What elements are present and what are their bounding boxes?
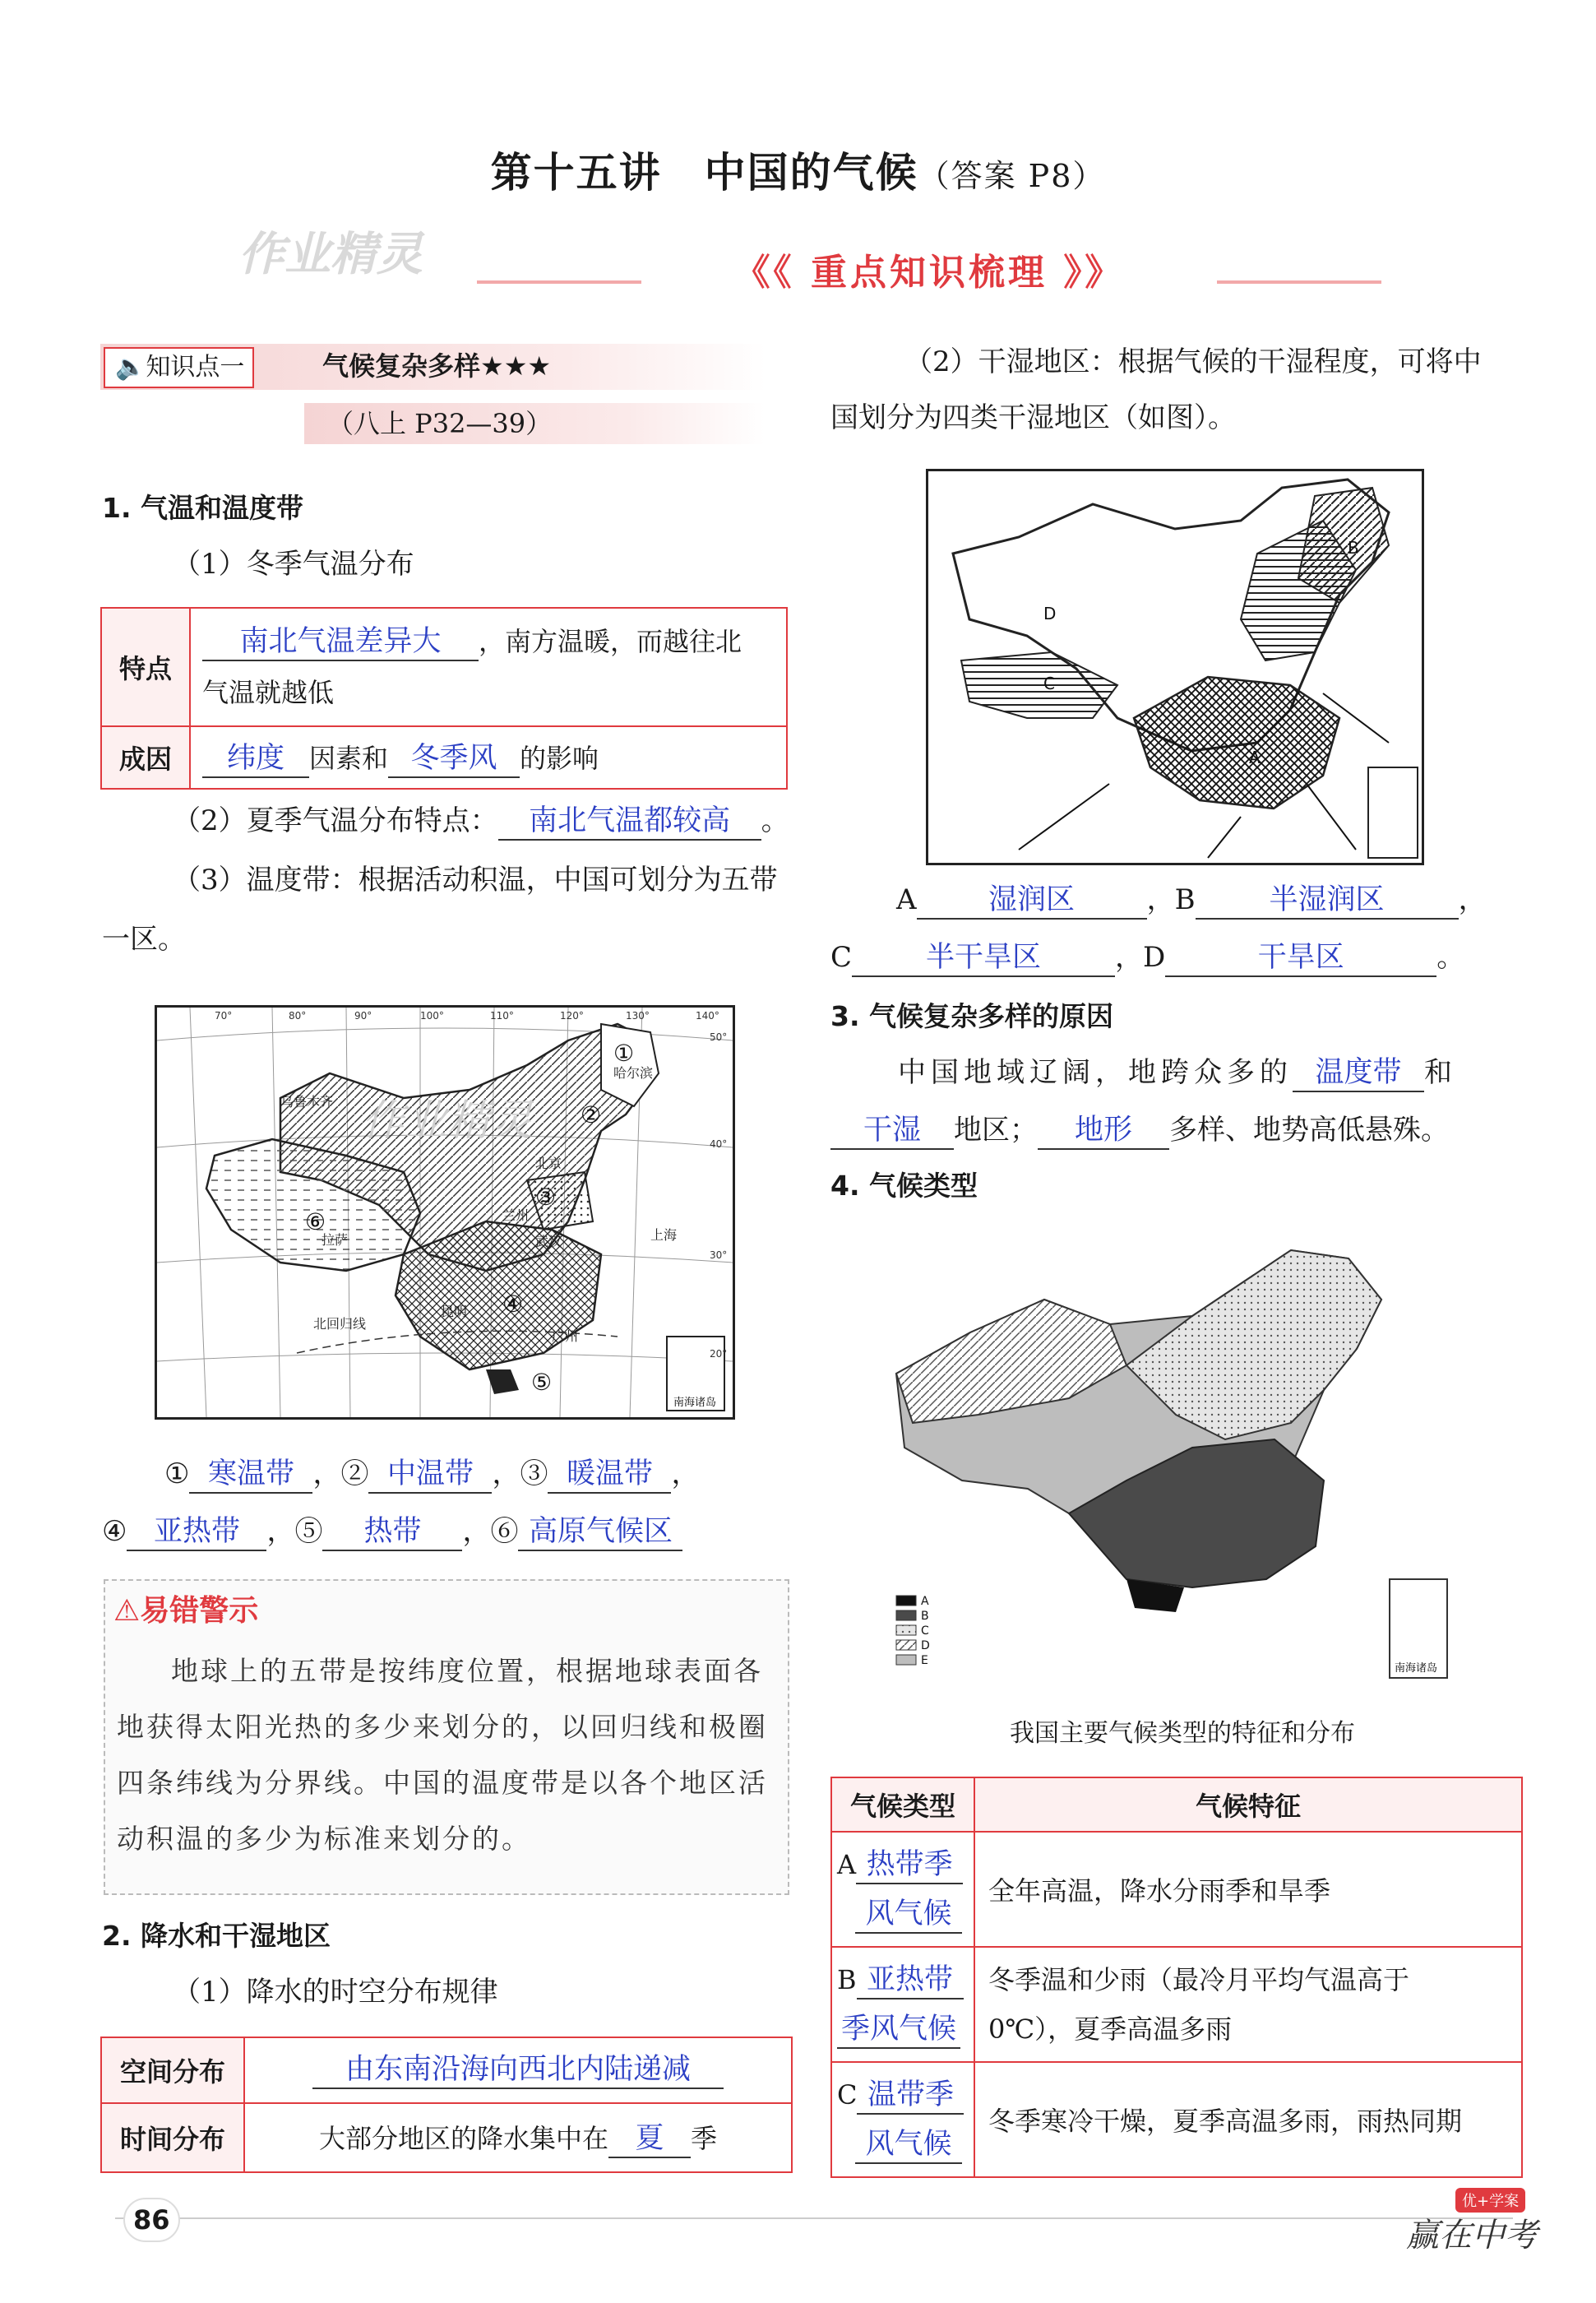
label-inset: 南海诸岛 bbox=[673, 1397, 717, 1409]
label-time: 时间分布 bbox=[101, 2103, 244, 2172]
reason-line-2: 干湿 地区； 地形 多样、地势高低悬殊。 bbox=[830, 1110, 1449, 1150]
answer-c: 半干旱区 bbox=[852, 939, 1115, 977]
answer-type-b1: 亚热带 bbox=[857, 1962, 964, 1999]
climate-type-map bbox=[880, 1234, 1455, 1694]
label-space: 空间分布 bbox=[101, 2037, 244, 2103]
legend-d: D bbox=[921, 1639, 930, 1652]
watermark-2: 作业精灵 bbox=[362, 1096, 534, 1146]
south-sea-inset-2 bbox=[1368, 767, 1418, 858]
speaker-icon: 🔈 bbox=[115, 353, 146, 382]
answer-belt-1: 寒温带 bbox=[189, 1456, 312, 1494]
answer-terrain: 地形 bbox=[1038, 1112, 1169, 1150]
section-4-heading: 4. 气候类型 bbox=[830, 1170, 978, 1202]
answer-d: 干旱区 bbox=[1165, 939, 1436, 977]
label-tropic: 北回归线 bbox=[313, 1316, 367, 1332]
map-label-c: C bbox=[1043, 674, 1055, 693]
page-number: 86 bbox=[123, 2198, 180, 2242]
warning-body: 地球上的五带是按纬度位置，根据地球表面各地获得太阳光热的多少来划分的，以回归线和极圈四条纬线为分界线。中国的温度带是以各个地区活动积温的多少为标准来划分的。 bbox=[117, 1655, 768, 1855]
legend-a: A bbox=[921, 1595, 929, 1608]
answer-space: 由东南沿海向西北内陆递减 bbox=[312, 2051, 724, 2089]
legend-e: E bbox=[921, 1654, 928, 1667]
answer-temp-zone: 温度带 bbox=[1293, 1054, 1424, 1092]
warning-box bbox=[104, 1579, 789, 1895]
lon-tick: 100° bbox=[420, 1010, 444, 1022]
feature-a: 全年高温，降水分雨季和旱季 bbox=[974, 1832, 1522, 1947]
label-inset-3: 南海诸岛 bbox=[1395, 1662, 1438, 1675]
section-1-heading: 1. 气温和温度带 bbox=[102, 492, 303, 524]
footer-rule bbox=[115, 2217, 1513, 2219]
dry-wet-answers-row-1: A 湿润区 ，B 半湿润区 ， bbox=[896, 880, 1487, 920]
feature-b-1: 冬季温和少雨（最冷月平均气温高于 bbox=[988, 1964, 1410, 1995]
zone-marker-4: ④ bbox=[502, 1291, 524, 1318]
section-2-heading: 2. 降水和干湿地区 bbox=[102, 1920, 331, 1952]
belt-text: （3）温度带：根据活动积温，中国可划分为五带 bbox=[173, 864, 778, 897]
reason-line-1: 中国地域辽阔，地跨众多的 温度带 和 bbox=[898, 1053, 1452, 1092]
summer-line: （2）夏季气温分布特点： 南北气温都较高 。 bbox=[173, 801, 789, 841]
legend-c: C bbox=[921, 1624, 929, 1638]
col-header-feature: 气候特征 bbox=[974, 1777, 1522, 1832]
answer-belt-3: 暖温带 bbox=[548, 1456, 671, 1494]
textbook-reference: （八上 P32—39） bbox=[304, 403, 765, 444]
answer-winter-monsoon: 冬季风 bbox=[388, 740, 520, 778]
answer-b: 半湿润区 bbox=[1196, 882, 1459, 920]
row-label-cause: 成因 bbox=[101, 726, 190, 789]
knowledge-point-badge: 🔈知识点一 bbox=[104, 347, 254, 388]
brand-tag: 优+学案 bbox=[1455, 2188, 1525, 2213]
answer-time: 夏 bbox=[608, 2120, 691, 2158]
lon-tick: 120° bbox=[560, 1010, 584, 1022]
watermark: 作业精灵 bbox=[238, 228, 423, 281]
lat-tick: 30° bbox=[710, 1249, 728, 1261]
answer-dry-wet: 干湿 bbox=[830, 1112, 954, 1150]
answer-type-a2: 风气候 bbox=[855, 1896, 962, 1934]
climate-table: 气候类型 气候特征 A 热带季 风气候 全年高温，降水分雨季和旱季 B 亚热带 季风气候 冬季温和少雨（最冷月平均气温高于 0℃），夏季高温多雨 C 温带季 风气候 冬季寒冷干燥，夏季高温多雨，雨热同期 bbox=[830, 1777, 1523, 2178]
lat-tick: 20° bbox=[710, 1348, 728, 1360]
zone-marker-2: ② bbox=[581, 1101, 602, 1128]
lon-tick: 70° bbox=[215, 1010, 233, 1022]
city-kunming: 昆明 bbox=[441, 1304, 468, 1319]
city-wuhan: 武汉 bbox=[535, 1234, 562, 1249]
lon-tick: 130° bbox=[626, 1010, 650, 1022]
zone-marker-5: ⑤ bbox=[531, 1369, 553, 1396]
answer-type-b2: 季风气候 bbox=[837, 2011, 960, 2049]
answer-type-c2: 风气候 bbox=[855, 2126, 962, 2164]
tropical-zone bbox=[486, 1369, 519, 1394]
city-lhasa: 拉萨 bbox=[322, 1232, 349, 1248]
city-urumqi: 乌鲁木齐 bbox=[280, 1094, 334, 1110]
map-label-b: B bbox=[1348, 538, 1359, 558]
section-banner: 《《 重点知识梳理 》》 bbox=[477, 253, 1381, 311]
belt-text-2: 一区。 bbox=[102, 923, 186, 956]
answer-belt-4: 亚热带 bbox=[127, 1513, 266, 1551]
brand-logo: 赢在中考 bbox=[1406, 2217, 1538, 2254]
lon-tick: 140° bbox=[696, 1010, 719, 1022]
lon-tick: 80° bbox=[289, 1010, 307, 1022]
answer-type-a1: 热带季 bbox=[856, 1847, 963, 1884]
city-harbin: 哈尔滨 bbox=[613, 1065, 654, 1081]
page-title: 第十五讲 中国的气候（答案 P8） bbox=[490, 149, 1106, 197]
zone-marker-6: ⑥ bbox=[305, 1208, 326, 1235]
dry-wet-answers-row-2: C 半干旱区 ，D 干旱区 。 bbox=[830, 938, 1464, 977]
belts-row-1: ① 寒温带 ，② 中温带 ，③ 暖温带 ， bbox=[164, 1454, 699, 1494]
precip-subheading: （1）降水的时空分布规律 bbox=[173, 1976, 498, 2009]
answer-type-c1: 温带季 bbox=[857, 2077, 964, 2115]
lon-tick: 110° bbox=[490, 1010, 514, 1022]
dry-wet-map bbox=[926, 469, 1424, 865]
belts-row-2: ④ 亚热带 ，⑤ 热带 ，⑥ 高原气候区 bbox=[102, 1512, 682, 1551]
winter-table: 特点 南北气温差异大 ，南方温暖，而越往北 气温就越低 成因 纬度 因素和 冬季风 的影响 bbox=[100, 607, 788, 790]
dryness-text: （2）干湿地区：根据气候的干湿程度，可将中 bbox=[904, 345, 1482, 378]
answer-summer: 南北气温都较高 bbox=[498, 803, 761, 841]
temperature-belt-map-svg bbox=[157, 1008, 733, 1417]
temperature-belt-map bbox=[155, 1005, 735, 1420]
answer-belt-5: 热带 bbox=[322, 1513, 462, 1551]
zone-marker-1: ① bbox=[613, 1040, 635, 1067]
climate-legend bbox=[896, 1595, 930, 1667]
zone-marker-3: ③ bbox=[535, 1184, 557, 1211]
answer-temp-diff: 南北气温差异大 bbox=[202, 623, 479, 661]
legend-b: B bbox=[921, 1610, 929, 1623]
knowledge-point-header: 🔈知识点一 气候复杂多样★★★ bbox=[100, 344, 766, 390]
answer-belt-2: 中温带 bbox=[368, 1456, 492, 1494]
col-header-type: 气候类型 bbox=[831, 1777, 974, 1832]
city-beijing: 北京 bbox=[535, 1156, 562, 1171]
city-shanghai: 上海 bbox=[650, 1227, 678, 1243]
answer-latitude: 纬度 bbox=[202, 740, 309, 778]
dryness-text-2: 国划分为四类干湿地区（如图）。 bbox=[830, 401, 1236, 434]
climate-type-map-svg bbox=[880, 1234, 1455, 1694]
winter-heading: （1）冬季气温分布 bbox=[173, 548, 414, 581]
map-caption: 我国主要气候类型的特征和分布 bbox=[1010, 1719, 1355, 1748]
answer-a: 湿润区 bbox=[917, 882, 1147, 920]
warning-title: ⚠易错警示 bbox=[113, 1594, 259, 1628]
map-label-d: D bbox=[1043, 604, 1057, 623]
city-guangzhou: 广州 bbox=[552, 1328, 579, 1344]
lat-tick: 40° bbox=[710, 1138, 728, 1150]
row-label-feature: 特点 bbox=[101, 608, 190, 726]
section-3-heading: 3. 气候复杂多样的原因 bbox=[830, 1000, 1113, 1032]
lon-tick: 90° bbox=[354, 1010, 372, 1022]
precip-table: 空间分布 由东南沿海向西北内陆递减 时间分布 大部分地区的降水集中在 夏 季 bbox=[100, 2037, 793, 2173]
map-label-a: A bbox=[1249, 748, 1261, 767]
answer-belt-6: 高原气候区 bbox=[518, 1513, 682, 1551]
feature-b-2: 0℃），夏季高温多雨 bbox=[988, 2013, 1233, 2045]
dry-wet-map-svg bbox=[928, 471, 1422, 863]
feature-c: 冬季寒冷干燥，夏季高温多雨，雨热同期 bbox=[974, 2062, 1522, 2177]
lat-tick: 50° bbox=[710, 1031, 728, 1043]
city-lanzhou: 兰州 bbox=[502, 1207, 530, 1223]
